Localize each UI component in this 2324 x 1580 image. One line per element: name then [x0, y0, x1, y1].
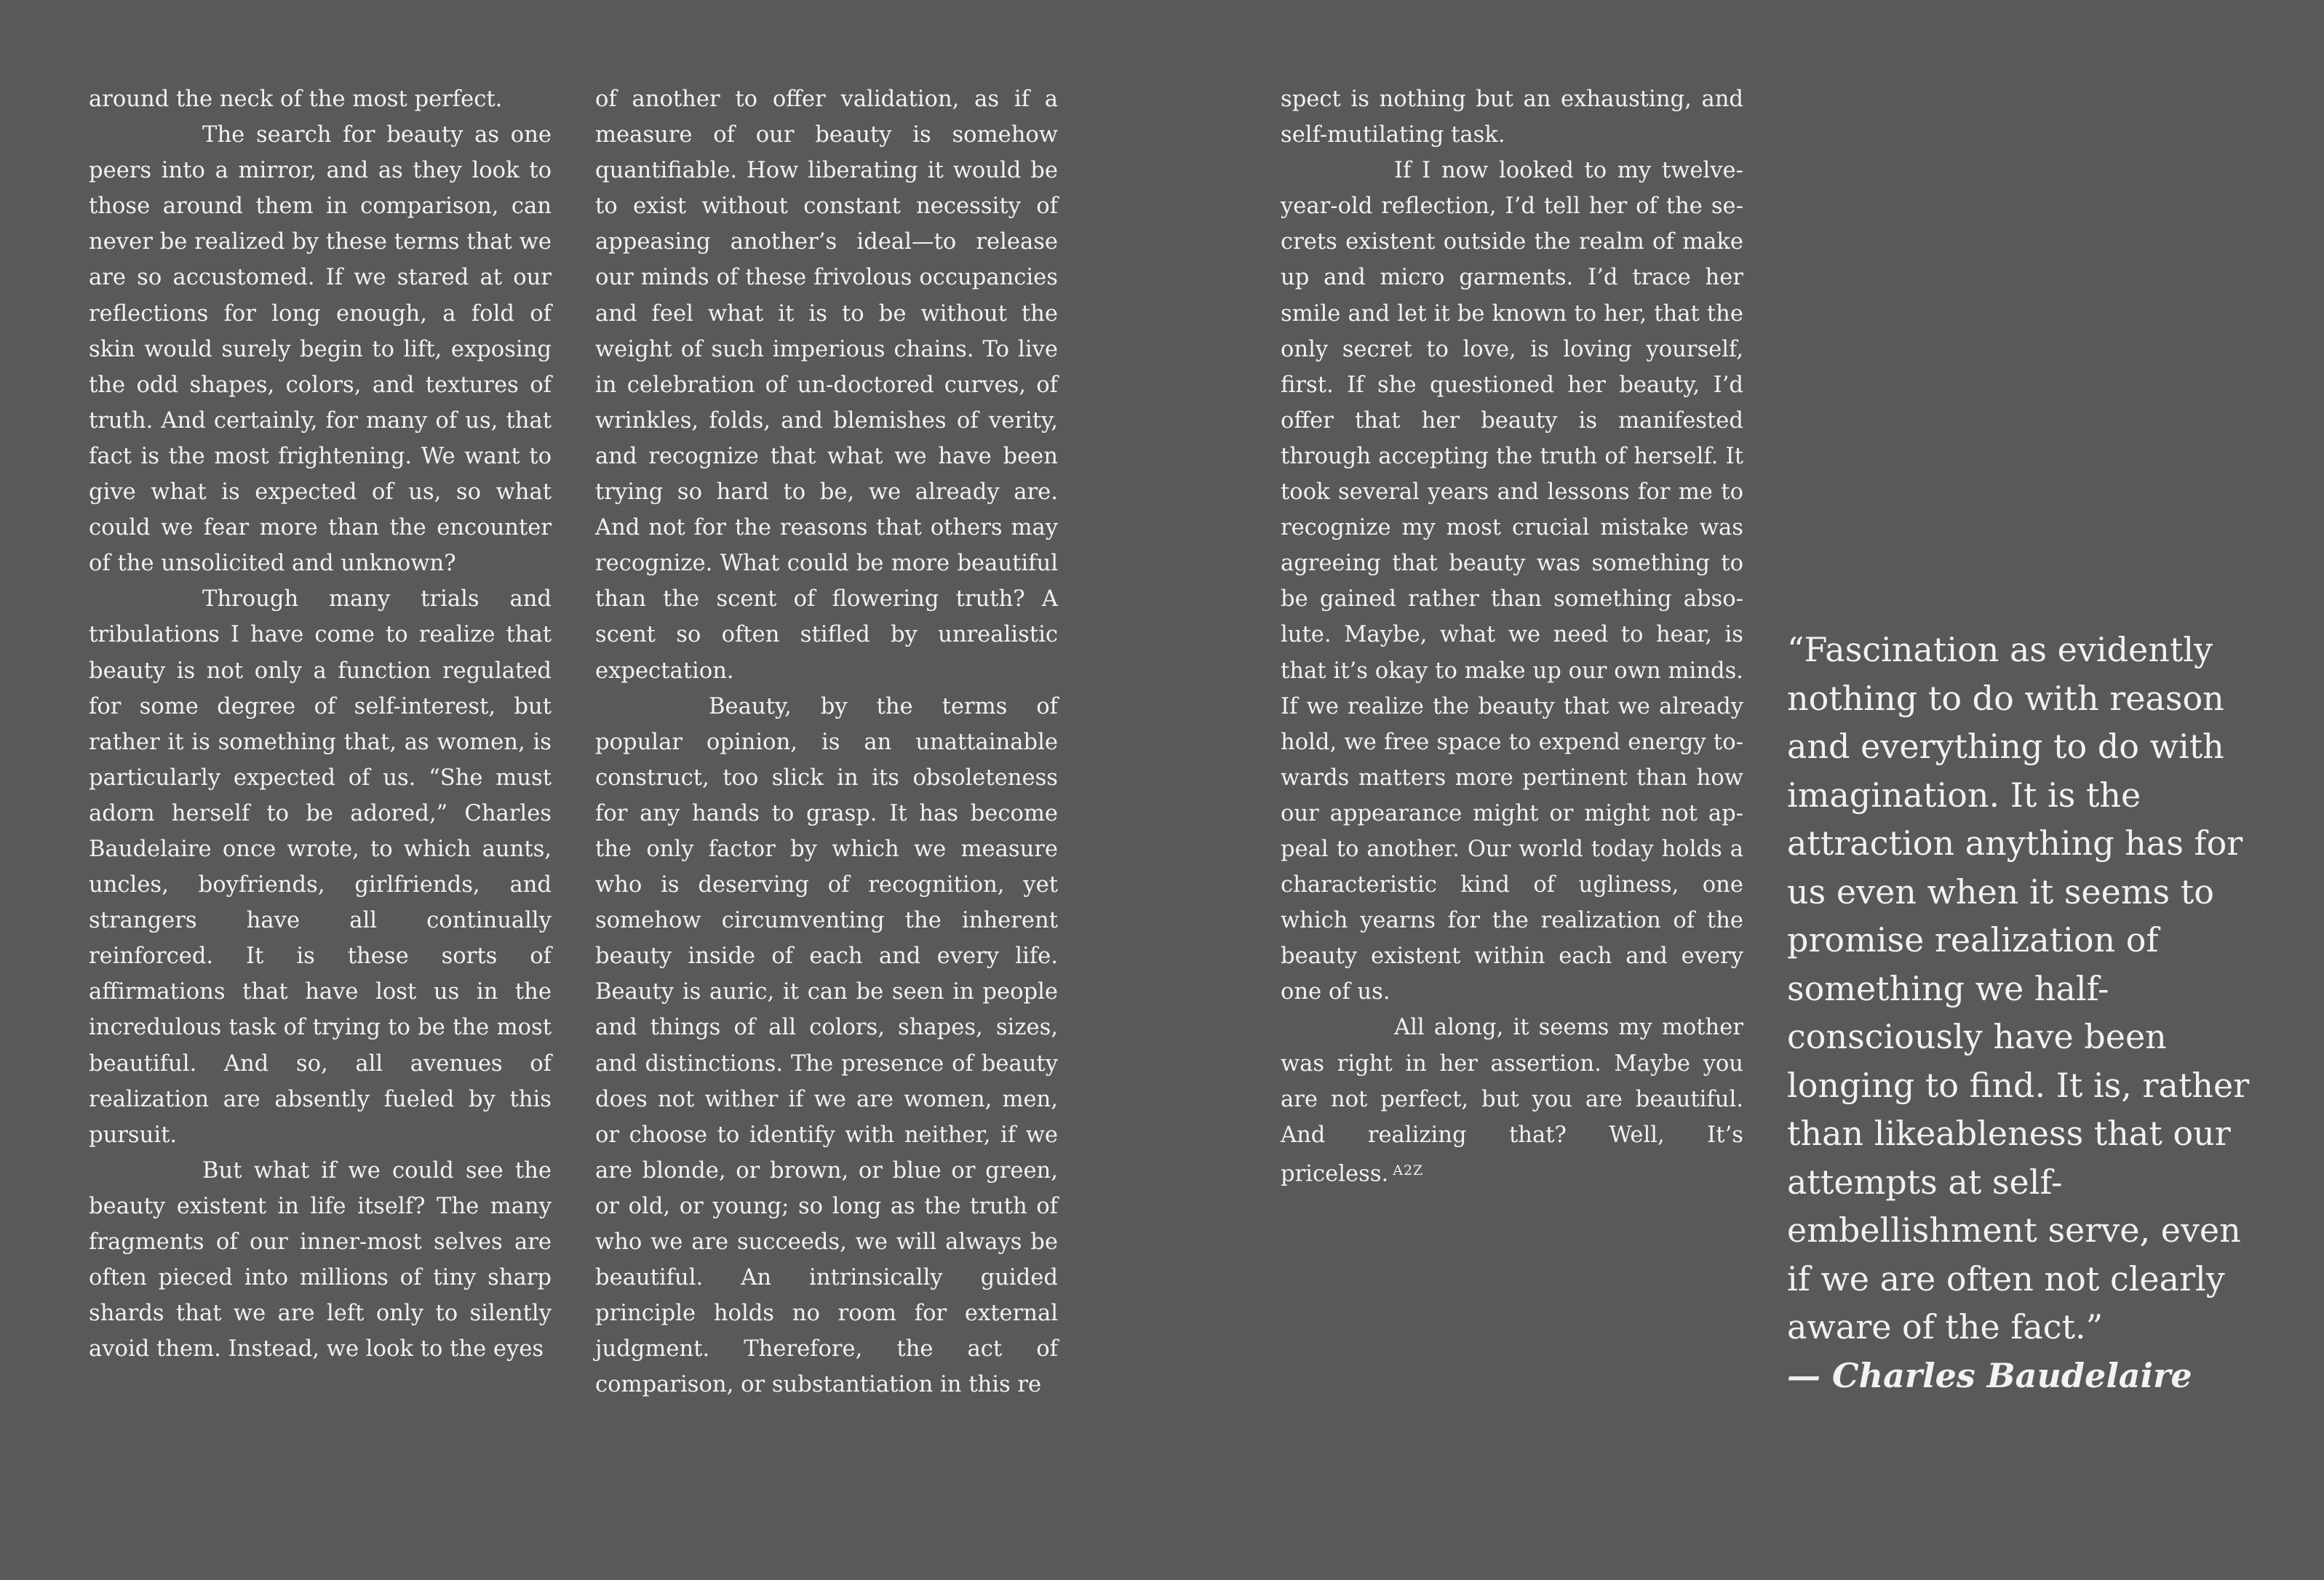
paragraph: But what if we could see the beauty existent in life itself? The many fragments of our inner-most selves are often pieced into millions of tiny sharp shards that we are left only to silently avoid them. Instead, we look to the eyes	[89, 1157, 552, 1362]
pull-quote-text: “Fascination as evidently nothing to do with reason and everything to do with imagination. It is the attraction anything has for us even when it seems to promise realization of something we half-consciously have been longing to find. It is, rather than likeableness that our attempts at self-embellishment serve, even if we are often not clearly aware of the fact.”	[1787, 630, 2250, 1346]
paragraph-final	[1281, 1010, 1743, 1192]
end-mark: A2Z	[1393, 1162, 1424, 1178]
article-column-1	[89, 81, 552, 1367]
pull-quote-attribution: — Charles Baudelaire	[1787, 1355, 2192, 1395]
article-column-3	[1281, 81, 1743, 1192]
paragraph-final-text: All along, it seems my mother was right in her assertion. Maybe you are not perfect, but you are beautiful. And realizing that? Well, It’s priceless.	[1281, 1015, 1743, 1187]
paragraph: If I now looked to my twelve-year-old reflection, I’d tell her of the secrets existent outside the realm of make up and micro garments. I’d trace her smile and let it be known to her, that the only secret to love, is loving yourself, first. If she questioned her beauty, I’d offer that her beauty is manifested through accepting the truth of herself. It took several years and lessons for me to recognize my most crucial mistake was agreeing that beauty was something to be gained rather than something absolute. Maybe, what we need to hear, is that it’s okay to make up our own minds. If we realize the beauty that we already hold, we free space to expend energy towards matters more pertinent than how our appearance might or might not appeal to another. Our world today holds a characteristic kind of ugliness, one which yearns for the realization of the beauty existent within each and every one of us.	[1281, 158, 1743, 1005]
article-column-2	[595, 81, 1058, 1403]
paragraph: spect is nothing but an exhausting, and self-mutilating task.	[1281, 87, 1743, 148]
paragraph: Beauty, by the terms of popular opinion, is an unattainable construct, too slick in its obsoleteness for any hands to grasp. It has become the only factor by which we measure who is deserving of recognition, yet somehow circumventing the inherent beauty inside of each and every life. Beauty is auric, it can be seen in people and things of all colors, shapes, sizes, and distinctions. The presence of beauty does not wither if we are women, men, or choose to identify with neither, if we are blonde, or brown, or blue or green, or old, or young; so long as the truth of who we are succeeds, we will always be beautiful. An intrinsically guided principle holds no room for external judgment. Therefore, the act of comparison, or substantiation in this re	[595, 693, 1058, 1398]
pull-quote	[1787, 626, 2275, 1400]
paragraph: Through many trials and tribulations I have come to realize that beauty is not only a function regulated for some degree of self-interest, but rather it is something that, as women, is particularly expected of us. “She must adorn herself to be adored,” Charles Baudelaire once wrote, to which aunts, uncles, boyfriends, girlfriends, and strangers have all continually reinforced. It is these sorts of affirmations that have lost us in the incredulous task of trying to be the most beautiful. And so, all avenues of realization are absently fueled by this pursuit.	[89, 586, 552, 1148]
paragraph: of another to offer validation, as if a measure of our beauty is somehow quantifiable. How liberating it would be to exist without constant necessity of appeasing another’s ideal—to release our minds of these frivolous occupancies and feel what it is to be without the weight of such imperious chains. To live in celebration of un-doctored curves, of wrinkles, folds, and blemishes of verity, and recognize that what we have been trying so hard to be, we already are. And not for the reasons that others may recognize. What could be more beautiful than the scent of flowering truth? A scent so often stifled by unrealistic expectation.	[595, 87, 1058, 684]
paragraph: around the neck of the most perfect.	[89, 87, 503, 112]
paragraph: The search for beauty as one peers into a mirror, and as they look to those around them in comparison, can never be realized by these terms that we are so accustomed. If we stared at our reflections for long enough, a fold of skin would surely begin to lift, exposing the odd shapes, colors, and textures of truth. And certainly, for many of us, that fact is the most frightening. We want to give what is expected of us, so what could we fear more than the encounter of the unsolicited and unknown?	[89, 122, 552, 577]
